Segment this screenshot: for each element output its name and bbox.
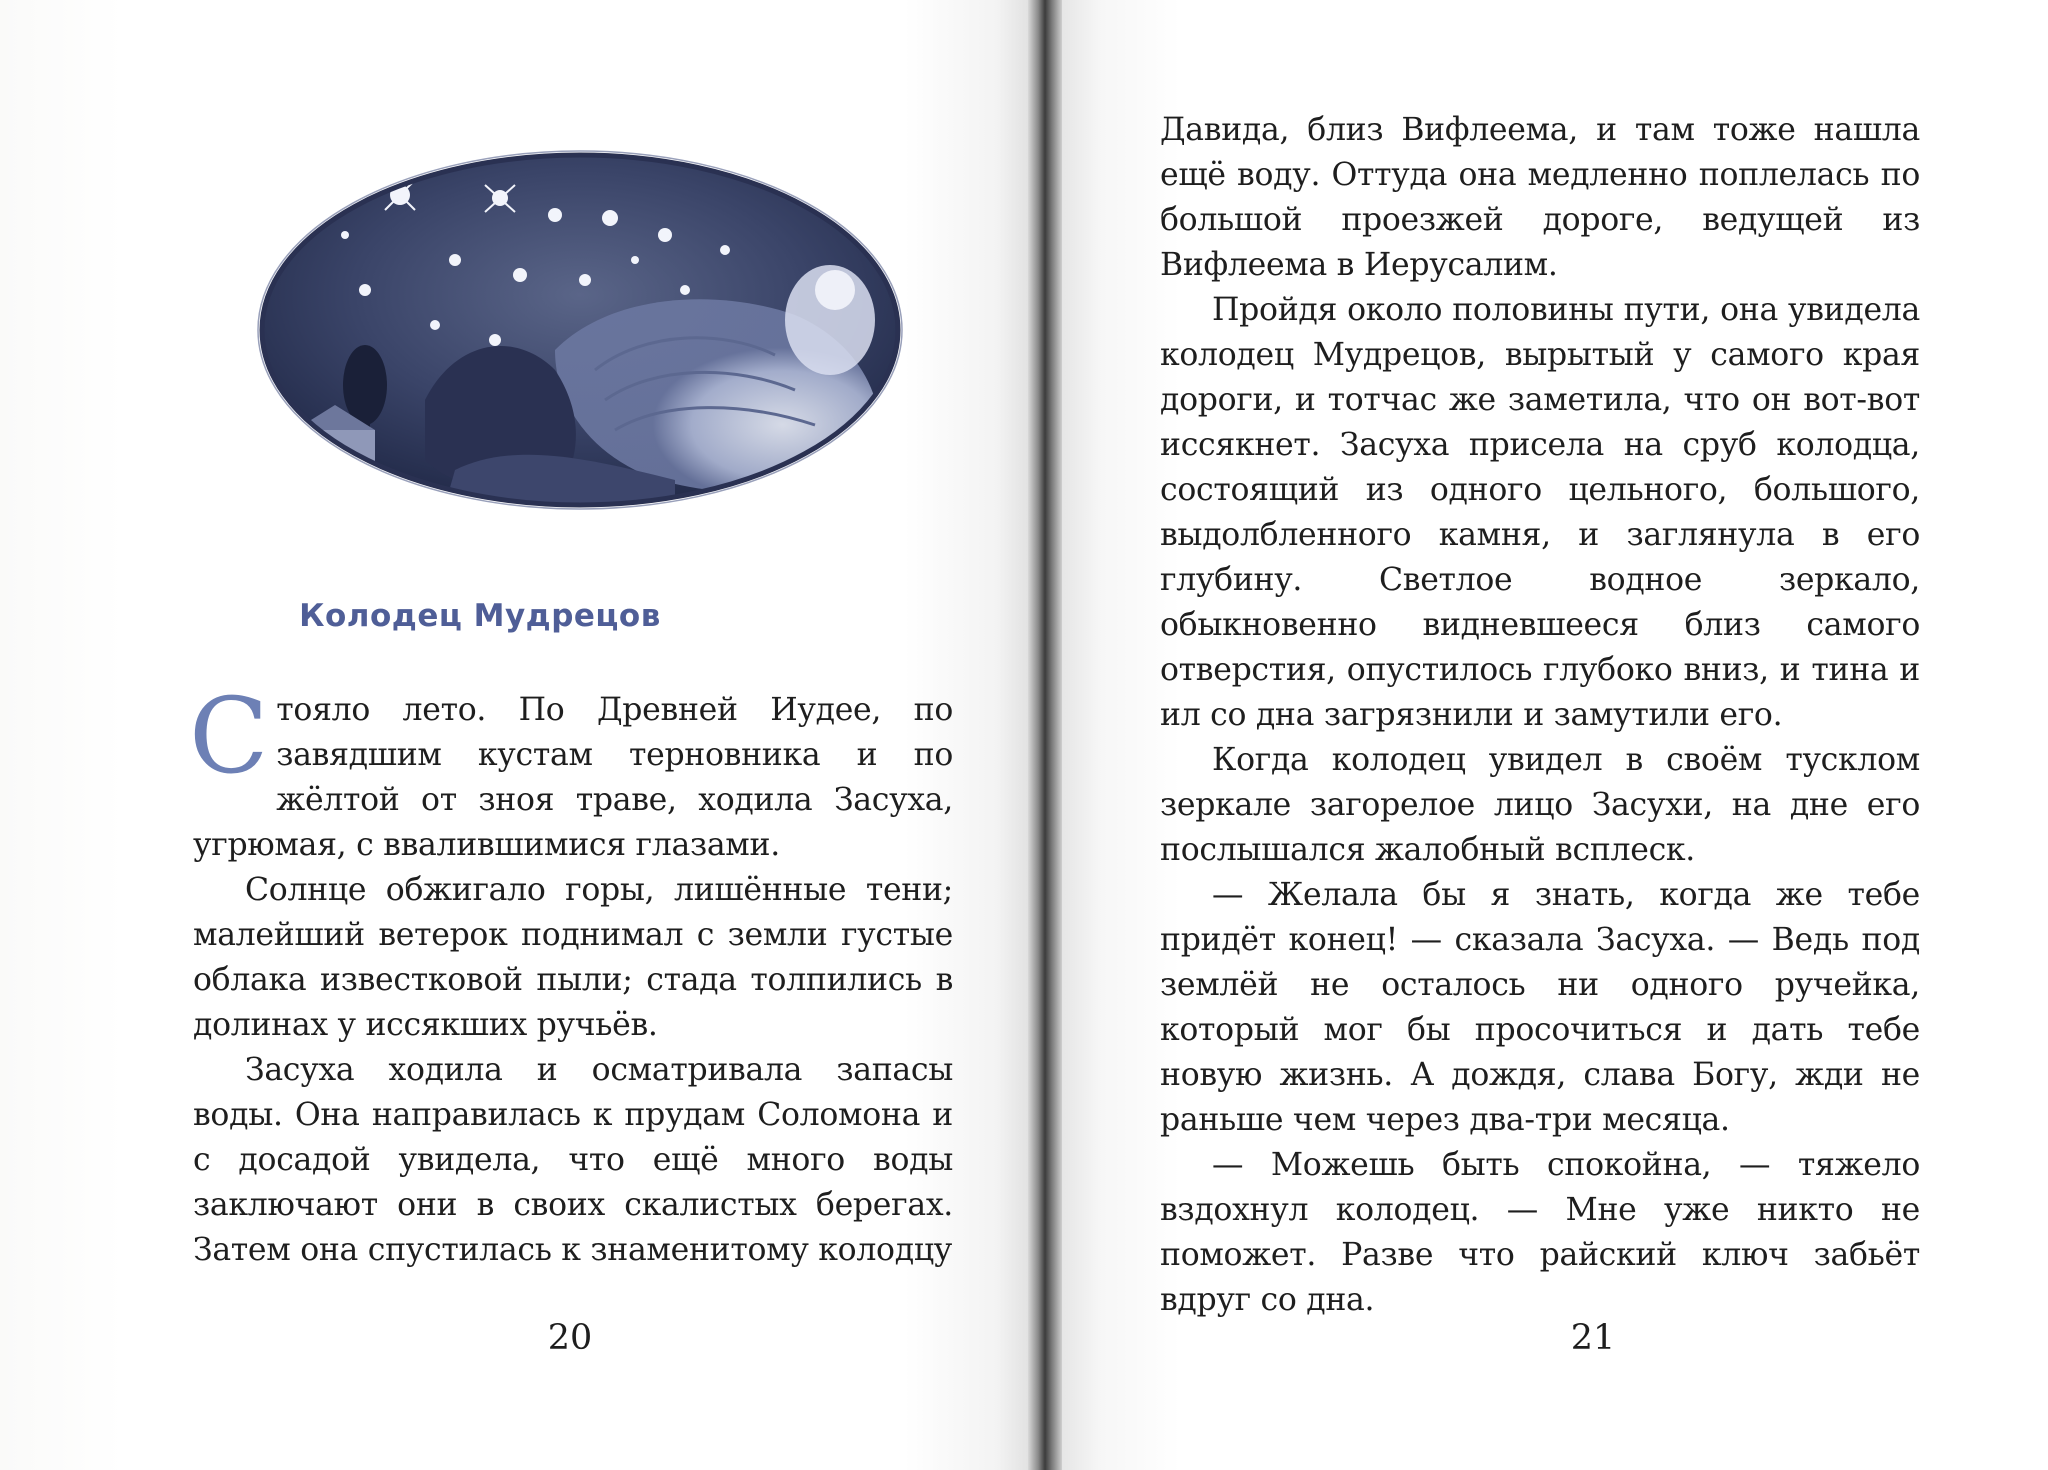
night-sky-illustration-icon [255,140,910,540]
paragraph: Засуха ходила и осматривала запасы воды. Она направилась к прудам Соломона и с досадой увидела, что ещё много воды заключают они в своих скалистых берегах. Затем она спустилась к знаменитому колодцу [193,1052,953,1268]
left-page-body [189,675,953,1273]
page-number: 20 [547,1318,593,1358]
paragraph [189,675,953,868]
paragraph: Солнце обжигало горы, лишённые тени; малейший ветерок поднимал с земли густые облака известковой пыли; стада толпились в долинах у иссякших ручьёв. [193,872,953,1043]
paragraph: Когда колодец увидел в своём тусклом зеркале загорелое лицо Засухи, на дне его послышался жалобный всплеск. [1160,742,1920,868]
right-page [1062,0,2048,1470]
paragraph: — Можешь быть спокойна, — тяжело вздохнул колодец. — Мне уже никто не поможет. Разве что райский ключ забьёт вдруг со дна. [1160,1147,1920,1318]
chapter-title: Колодец Мудрецов [299,598,661,634]
page-number: 21 [1570,1318,1616,1358]
paragraph-text: тояло лето. По Древней Иудее, по завядшим кустам терновника и по жёлтой от зноя траве, ходила Засуха, угрюмая, с ввалившимися глазами. [193,692,953,863]
right-page-body [1160,108,1920,1323]
paragraph: Давида, близ Вифлеема, и там тоже нашла ещё воду. Оттуда она медленно поплелась по большой проезжей дороге, ведущей из Вифлеема в Иерусалим. [1160,112,1920,283]
paragraph: — Желала бы я знать, когда же тебе придёт конец! — сказала Засуха. — Ведь под землёй не осталось ни одного ручейка, который мог бы просочиться и дать тебе новую жизнь. А дождя, слава Богу, жди не раньше чем через два-три месяца. [1160,877,1920,1138]
paragraph: Пройдя около половины пути, она увидела колодец Мудрецов, вырытый у самого края дороги, и тотчас же заметила, что он вот-вот иссякнет. Засуха присела на сруб колодца, состоящий из одного цельного, большого, выдолбленного камня, и заглянула в его глубину. Светлое водное зеркало, обыкновенно видневшееся близ самого отверстия, опустилось глубоко вниз, и тина и ил со дна загрязнили и замутили его. [1160,292,1920,733]
drop-cap: С [189,675,269,797]
book-gutter [1028,0,1062,1470]
oval-illustration [255,140,910,540]
